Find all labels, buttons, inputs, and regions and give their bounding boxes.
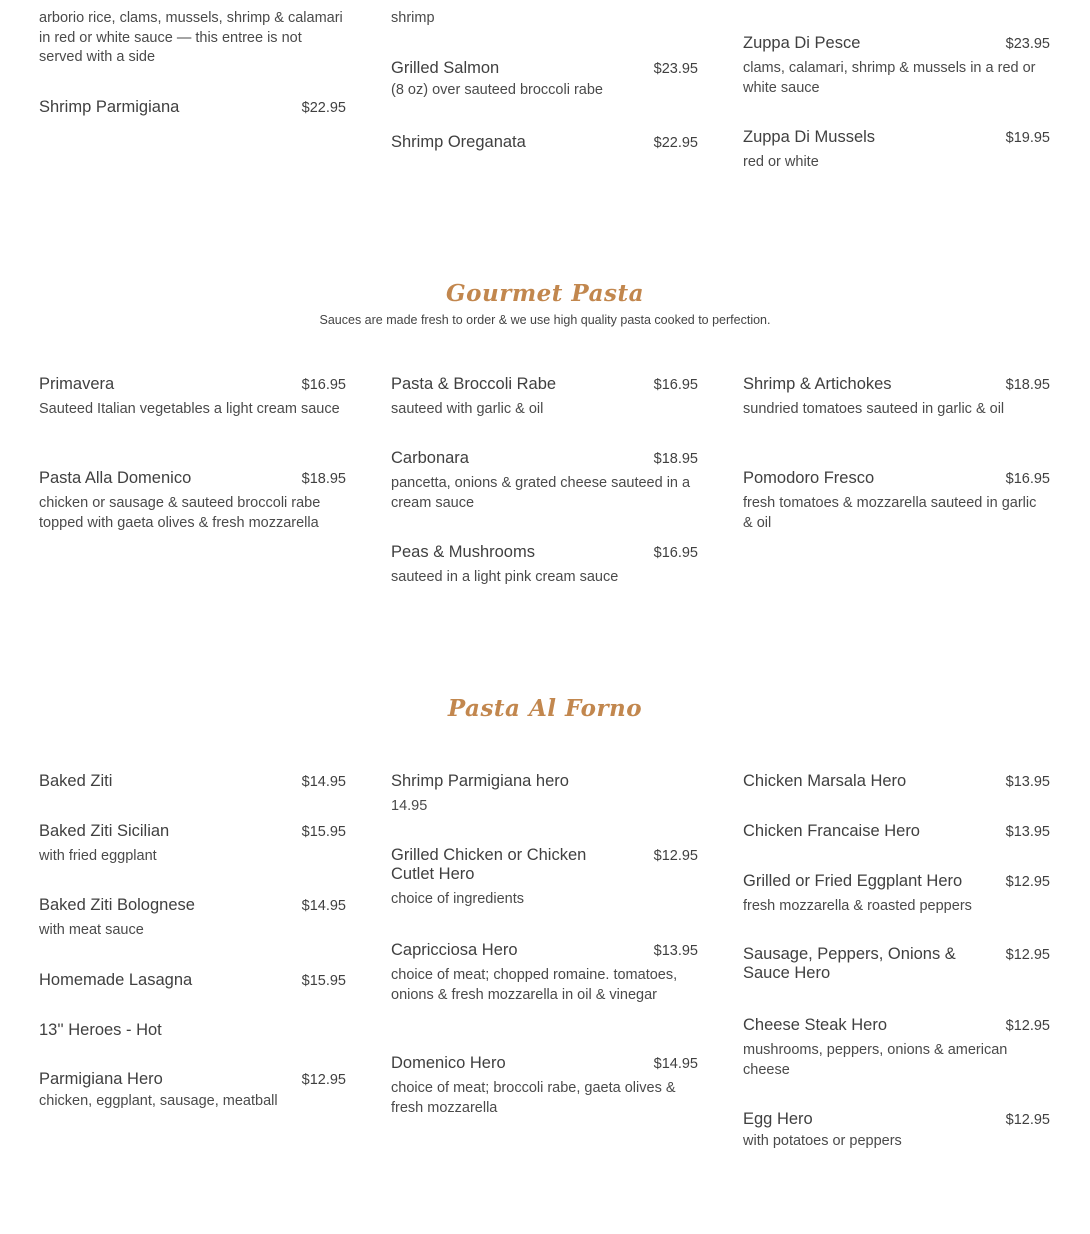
item-name: Grilled Salmon <box>391 59 500 77</box>
item-price: $16.95 <box>1005 471 1050 487</box>
menu-item <box>743 771 1050 791</box>
item-name: Baked Ziti Bolognese <box>39 896 195 914</box>
item-name: Pomodoro Fresco <box>743 469 875 487</box>
item-name: 13'' Heroes - Hot <box>39 1021 162 1039</box>
item-description: Sauteed Italian vegetables a light cream sauce <box>39 401 340 417</box>
item-price: $13.95 <box>653 943 698 959</box>
menu-item <box>39 895 346 941</box>
menu-item <box>391 846 698 910</box>
item-name: Pasta Alla Domenico <box>39 469 192 487</box>
menu-item <box>391 374 698 420</box>
item-price: $16.95 <box>301 377 346 393</box>
item-name: Domenico Hero <box>391 1054 506 1072</box>
menu-item <box>391 1053 698 1118</box>
item-description: chicken, eggplant, sausage, meatball <box>39 1093 278 1109</box>
item-price: $12.95 <box>1005 874 1050 890</box>
item-price: $18.95 <box>1005 377 1050 393</box>
item-price: $15.95 <box>301 973 346 989</box>
item-description: 14.95 <box>391 798 428 814</box>
menu-item <box>391 448 698 513</box>
menu-item <box>743 821 1050 841</box>
item-description: fresh tomatoes & mozzarella sauteed in garlic & oil <box>743 495 1037 531</box>
item-name: Shrimp Parmigiana hero <box>391 772 569 790</box>
menu-item <box>39 1069 346 1112</box>
item-price: $12.95 <box>301 1072 346 1088</box>
item-description: mushrooms, peppers, onions & american cheese <box>743 1042 1008 1078</box>
item-description: sauteed with garlic & oil <box>391 401 544 417</box>
item-price: $18.95 <box>653 451 698 467</box>
item-price: $16.95 <box>653 377 698 393</box>
item-name: Grilled or Fried Eggplant Hero <box>743 872 963 890</box>
menu-item <box>743 33 1050 98</box>
item-price: $14.95 <box>301 898 346 914</box>
menu-item <box>391 58 698 101</box>
item-description: shrimp <box>391 10 435 26</box>
item-name: Zuppa Di Pesce <box>743 34 861 52</box>
item-description: red or white <box>743 154 819 170</box>
item-price: $12.95 <box>1005 1112 1050 1128</box>
item-price: $14.95 <box>653 1056 698 1072</box>
item-description: sauteed in a light pink cream sauce <box>391 569 619 585</box>
menu-item <box>39 1020 346 1040</box>
item-price: $12.95 <box>1005 1018 1050 1034</box>
item-price: $12.95 <box>1005 947 1050 963</box>
menu-item <box>39 374 346 420</box>
section-subtitle: Sauces are made fresh to order & we use high quality pasta cooked to perfection. <box>319 313 771 327</box>
item-price: $14.95 <box>301 774 346 790</box>
item-description: arborio rice, clams, mussels, shrimp & calamari in red or white sauce — this entree is not served with a side <box>39 10 343 65</box>
item-price: $13.95 <box>1005 774 1050 790</box>
item-price: $19.95 <box>1005 130 1050 146</box>
menu-item <box>39 771 346 791</box>
item-name: Peas & Mushrooms <box>391 543 535 561</box>
menu-item <box>39 970 346 990</box>
item-name: Parmigiana Hero <box>39 1070 163 1088</box>
item-price: $23.95 <box>1005 36 1050 52</box>
item-name: Shrimp Oreganata <box>391 133 526 151</box>
menu-item <box>743 468 1050 533</box>
item-name: Shrimp & Artichokes <box>743 375 892 393</box>
item-price: $18.95 <box>301 471 346 487</box>
item-name: Carbonara <box>391 449 469 467</box>
item-price: $15.95 <box>301 824 346 840</box>
menu-item <box>391 132 698 152</box>
item-price: $12.95 <box>653 848 698 864</box>
item-name: Primavera <box>39 375 115 393</box>
item-price: $22.95 <box>301 100 346 116</box>
menu-item <box>39 821 346 867</box>
item-description: with potatoes or peppers <box>743 1133 902 1149</box>
menu-item <box>391 9 698 29</box>
item-name: Pasta & Broccoli Rabe <box>391 375 557 393</box>
item-description: choice of meat; broccoli rabe, gaeta olives & fresh mozzarella <box>391 1080 676 1116</box>
item-description: choice of ingredients <box>391 891 524 907</box>
menu-item <box>743 1109 1050 1152</box>
item-description: with meat sauce <box>39 922 144 938</box>
item-name: Grilled Chicken or Chicken Cutlet Hero <box>391 846 587 883</box>
menu-item <box>39 97 346 117</box>
item-description: sundried tomatoes sauteed in garlic & oil <box>743 401 1005 417</box>
item-description: (8 oz) over sauteed broccoli rabe <box>391 82 603 98</box>
section-title-pasta-al-forno: Pasta Al Forno <box>447 695 643 722</box>
item-name: Baked Ziti <box>39 772 113 790</box>
menu-item <box>391 542 698 588</box>
item-description: pancetta, onions & grated cheese sauteed in a cream sauce <box>391 475 691 511</box>
item-name: Homemade Lasagna <box>39 971 193 989</box>
item-description: choice of meat; chopped romaine. tomatoes, onions & fresh mozzarella in oil & vinegar <box>391 967 678 1003</box>
item-name: Capricciosa Hero <box>391 941 518 959</box>
item-name: Cheese Steak Hero <box>743 1016 887 1034</box>
item-description: with fried eggplant <box>39 848 157 864</box>
section-title-gourmet-pasta: Gourmet Pasta <box>446 280 644 307</box>
item-name: Zuppa Di Mussels <box>743 128 876 146</box>
menu-item <box>743 1015 1050 1080</box>
menu-item <box>743 127 1050 173</box>
item-name: Sausage, Peppers, Onions & Sauce Hero <box>743 945 956 982</box>
item-description: fresh mozzarella & roasted peppers <box>743 898 972 914</box>
item-description: clams, calamari, shrimp & mussels in a red or white sauce <box>743 60 1036 96</box>
menu-item <box>743 945 1050 983</box>
menu-item <box>743 374 1050 420</box>
item-name: Egg Hero <box>743 1110 813 1128</box>
item-price: $16.95 <box>653 545 698 561</box>
menu-item <box>391 940 698 1005</box>
item-name: Chicken Francaise Hero <box>743 822 920 840</box>
menu-item <box>39 468 346 533</box>
item-price: $13.95 <box>1005 824 1050 840</box>
menu-item <box>743 871 1050 917</box>
item-price: $22.95 <box>653 135 698 151</box>
menu-item <box>39 9 346 68</box>
item-description: chicken or sausage & sauteed broccoli rabe topped with gaeta olives & fresh mozzarella <box>39 495 321 531</box>
item-name: Baked Ziti Sicilian <box>39 822 170 840</box>
item-price: $23.95 <box>653 61 698 77</box>
item-name: Chicken Marsala Hero <box>743 772 907 790</box>
item-name: Shrimp Parmigiana <box>39 98 180 116</box>
menu-item <box>391 771 698 817</box>
